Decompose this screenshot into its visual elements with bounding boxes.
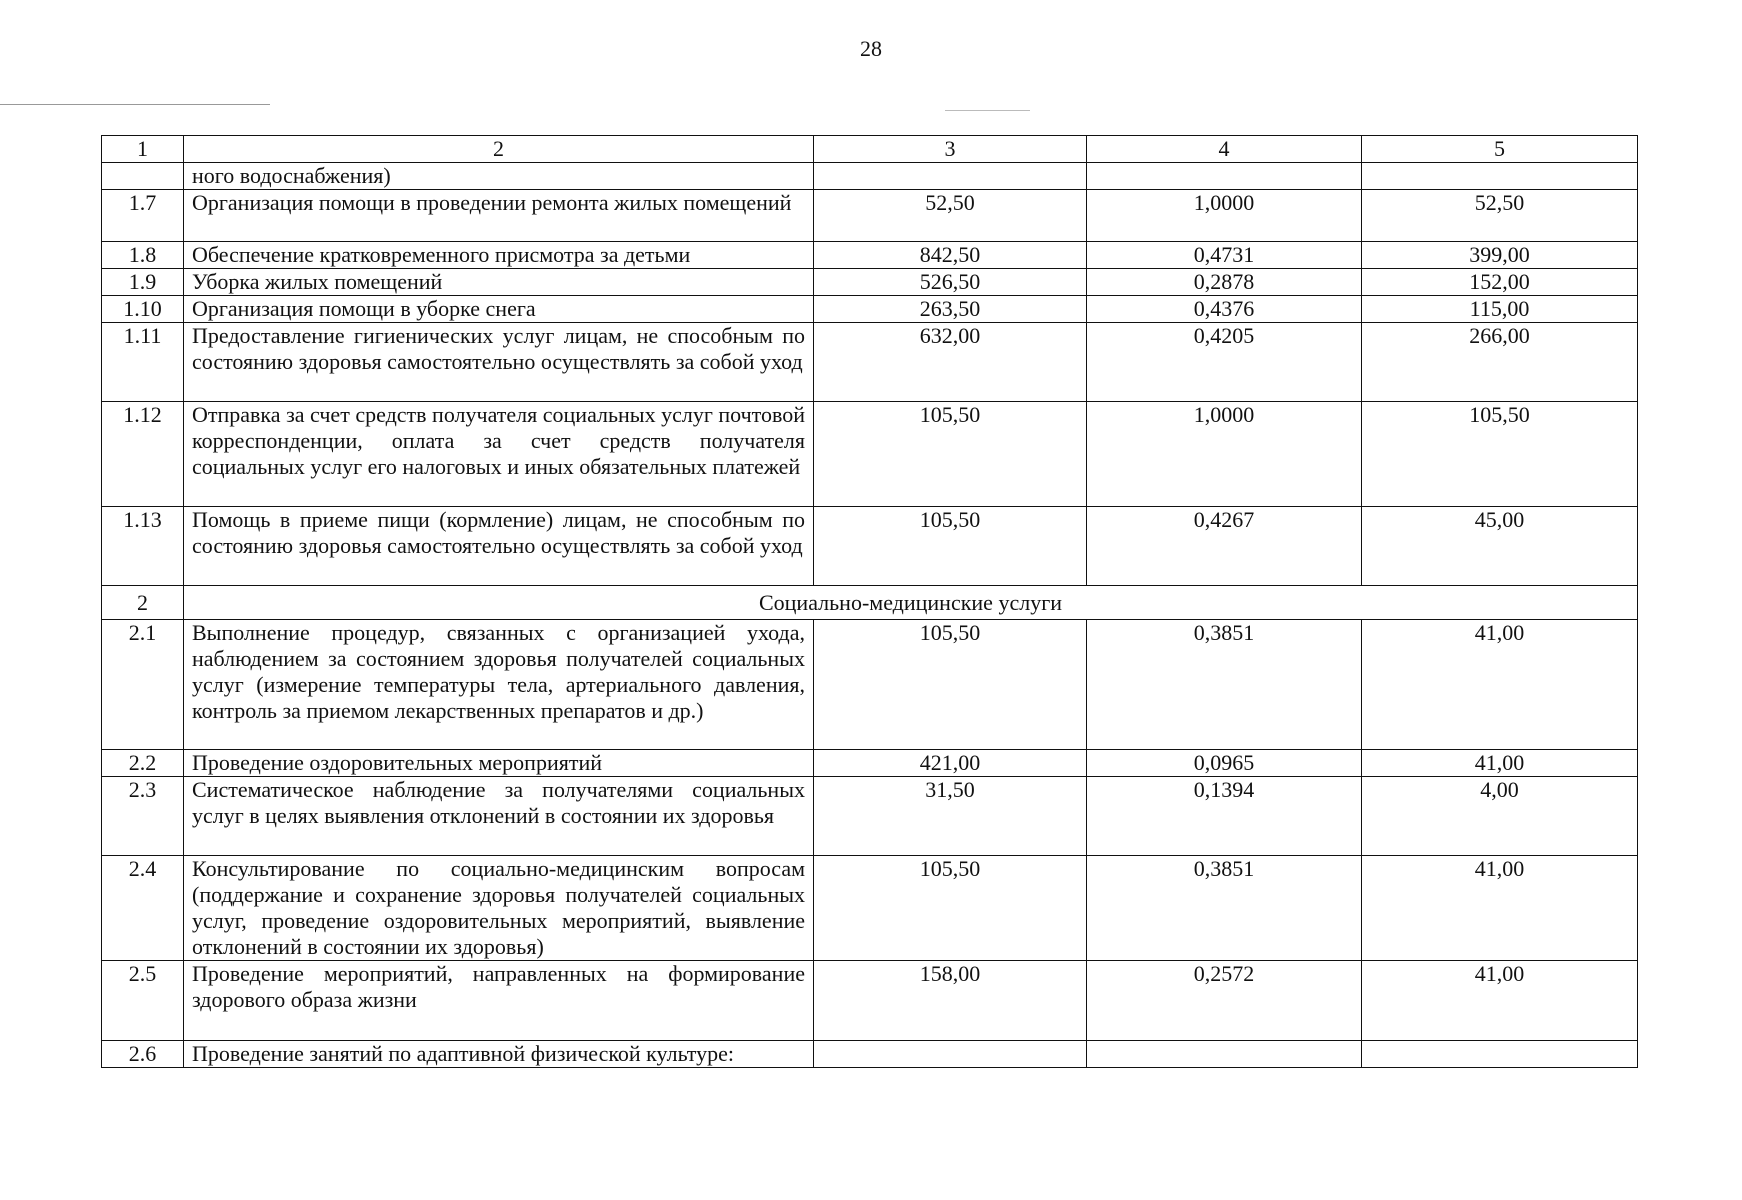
value-col4: 0,4267 (1087, 507, 1362, 586)
service-name: Проведение мероприятий, направленных на формирование здорового образа жизни (184, 961, 814, 1041)
row-number: 1.8 (102, 242, 184, 269)
value-col5: 4,00 (1362, 777, 1638, 856)
scan-artifact-line (945, 110, 1030, 111)
value-col4: 1,0000 (1087, 402, 1362, 507)
section-title: Социально-медицинские услуги (184, 586, 1638, 620)
row-number: 1.13 (102, 507, 184, 586)
row-number: 2.3 (102, 777, 184, 856)
value-col5: 105,50 (1362, 402, 1638, 507)
value-col4 (1087, 1041, 1362, 1068)
value-col5: 41,00 (1362, 750, 1638, 777)
service-name: Уборка жилых помещений (184, 269, 814, 296)
service-name: Обеспечение кратковременного присмотра за детьми (184, 242, 814, 269)
page-number: 28 (860, 36, 882, 61)
value-col5: 41,00 (1362, 620, 1638, 750)
row-number: 2.6 (102, 1041, 184, 1068)
table-row (102, 620, 1638, 750)
value-col3: 105,50 (814, 507, 1087, 586)
header-cell: 2 (184, 136, 814, 163)
tariff-table (101, 135, 1638, 1068)
service-name: Систематическое наблюдение за получателями социальных услуг в целях выявления отклонений в состоянии их здоровья (184, 777, 814, 856)
value-col4: 0,3851 (1087, 620, 1362, 750)
table-row (102, 961, 1638, 1041)
table-row (102, 402, 1638, 507)
value-col4: 0,2878 (1087, 269, 1362, 296)
table-row (102, 750, 1638, 777)
header-cell: 4 (1087, 136, 1362, 163)
service-name: Предоставление гигиенических услуг лицам, не способным по состоянию здоровья самостоятельно осуществлять за собой уход (184, 323, 814, 402)
value-col3: 105,50 (814, 402, 1087, 507)
value-col5: 152,00 (1362, 269, 1638, 296)
value-col3: 632,00 (814, 323, 1087, 402)
value-col3 (814, 163, 1087, 190)
value-col4: 0,4205 (1087, 323, 1362, 402)
value-col5 (1362, 1041, 1638, 1068)
value-col3: 31,50 (814, 777, 1087, 856)
row-number: 1.7 (102, 190, 184, 242)
row-number: 2.4 (102, 856, 184, 961)
table-row (102, 507, 1638, 586)
value-col4: 0,4731 (1087, 242, 1362, 269)
table-row (102, 1041, 1638, 1068)
table-row (102, 856, 1638, 961)
scan-artifact-line (0, 104, 270, 105)
value-col4: 0,0965 (1087, 750, 1362, 777)
row-number: 2.2 (102, 750, 184, 777)
header-cell: 5 (1362, 136, 1638, 163)
row-number: 2.1 (102, 620, 184, 750)
row-number: 2.5 (102, 961, 184, 1041)
value-col3: 105,50 (814, 620, 1087, 750)
table-row (102, 242, 1638, 269)
value-col3: 526,50 (814, 269, 1087, 296)
section-number: 2 (102, 586, 184, 620)
table-row (102, 163, 1638, 190)
value-col4: 0,2572 (1087, 961, 1362, 1041)
table-row (102, 269, 1638, 296)
value-col3: 421,00 (814, 750, 1087, 777)
value-col4: 1,0000 (1087, 190, 1362, 242)
value-col3: 158,00 (814, 961, 1087, 1041)
service-name: Отправка за счет средств получателя социальных услуг почтовой корреспонденции, оплата за счет средств получателя социальных услуг его налоговых и иных обязательных платежей (184, 402, 814, 507)
value-col4: 0,4376 (1087, 296, 1362, 323)
value-col5: 45,00 (1362, 507, 1638, 586)
value-col3 (814, 1041, 1087, 1068)
row-number: 1.10 (102, 296, 184, 323)
service-name: Организация помощи в уборке снега (184, 296, 814, 323)
header-row (102, 136, 1638, 163)
section-row (102, 586, 1638, 620)
table-row (102, 296, 1638, 323)
value-col4: 0,3851 (1087, 856, 1362, 961)
service-name: Выполнение процедур, связанных с организацией ухода, наблюдением за состоянием здоровья получателей социальных услуг (измерение температуры тела, артериального давления, контроль за приемом лекарственных препаратов и др.) (184, 620, 814, 750)
service-name: Помощь в приеме пищи (кормление) лицам, не способным по состоянию здоровья самостоятельно осуществлять за собой уход (184, 507, 814, 586)
value-col5: 115,00 (1362, 296, 1638, 323)
row-number: 1.12 (102, 402, 184, 507)
service-name: Консультирование по социально-медицинским вопросам (поддержание и сохранение здоровья получателей социальных услуг, проведение оздоровительных мероприятий, выявление отклонений в состоянии их здоровья) (184, 856, 814, 961)
service-name: Проведение занятий по адаптивной физической культуре: (184, 1041, 814, 1068)
row-number: 1.9 (102, 269, 184, 296)
value-col3: 52,50 (814, 190, 1087, 242)
header-cell: 1 (102, 136, 184, 163)
value-col4 (1087, 163, 1362, 190)
value-col5: 52,50 (1362, 190, 1638, 242)
value-col5: 41,00 (1362, 961, 1638, 1041)
value-col3: 105,50 (814, 856, 1087, 961)
value-col4: 0,1394 (1087, 777, 1362, 856)
value-col5: 41,00 (1362, 856, 1638, 961)
header-cell: 3 (814, 136, 1087, 163)
table-row (102, 323, 1638, 402)
table-row (102, 190, 1638, 242)
table-row (102, 777, 1638, 856)
value-col5: 399,00 (1362, 242, 1638, 269)
row-number (102, 163, 184, 190)
row-number: 1.11 (102, 323, 184, 402)
service-name: Проведение оздоровительных мероприятий (184, 750, 814, 777)
value-col3: 263,50 (814, 296, 1087, 323)
value-col5 (1362, 163, 1638, 190)
value-col3: 842,50 (814, 242, 1087, 269)
service-name: ного водоснабжения) (184, 163, 814, 190)
value-col5: 266,00 (1362, 323, 1638, 402)
service-name: Организация помощи в проведении ремонта жилых помещений (184, 190, 814, 242)
